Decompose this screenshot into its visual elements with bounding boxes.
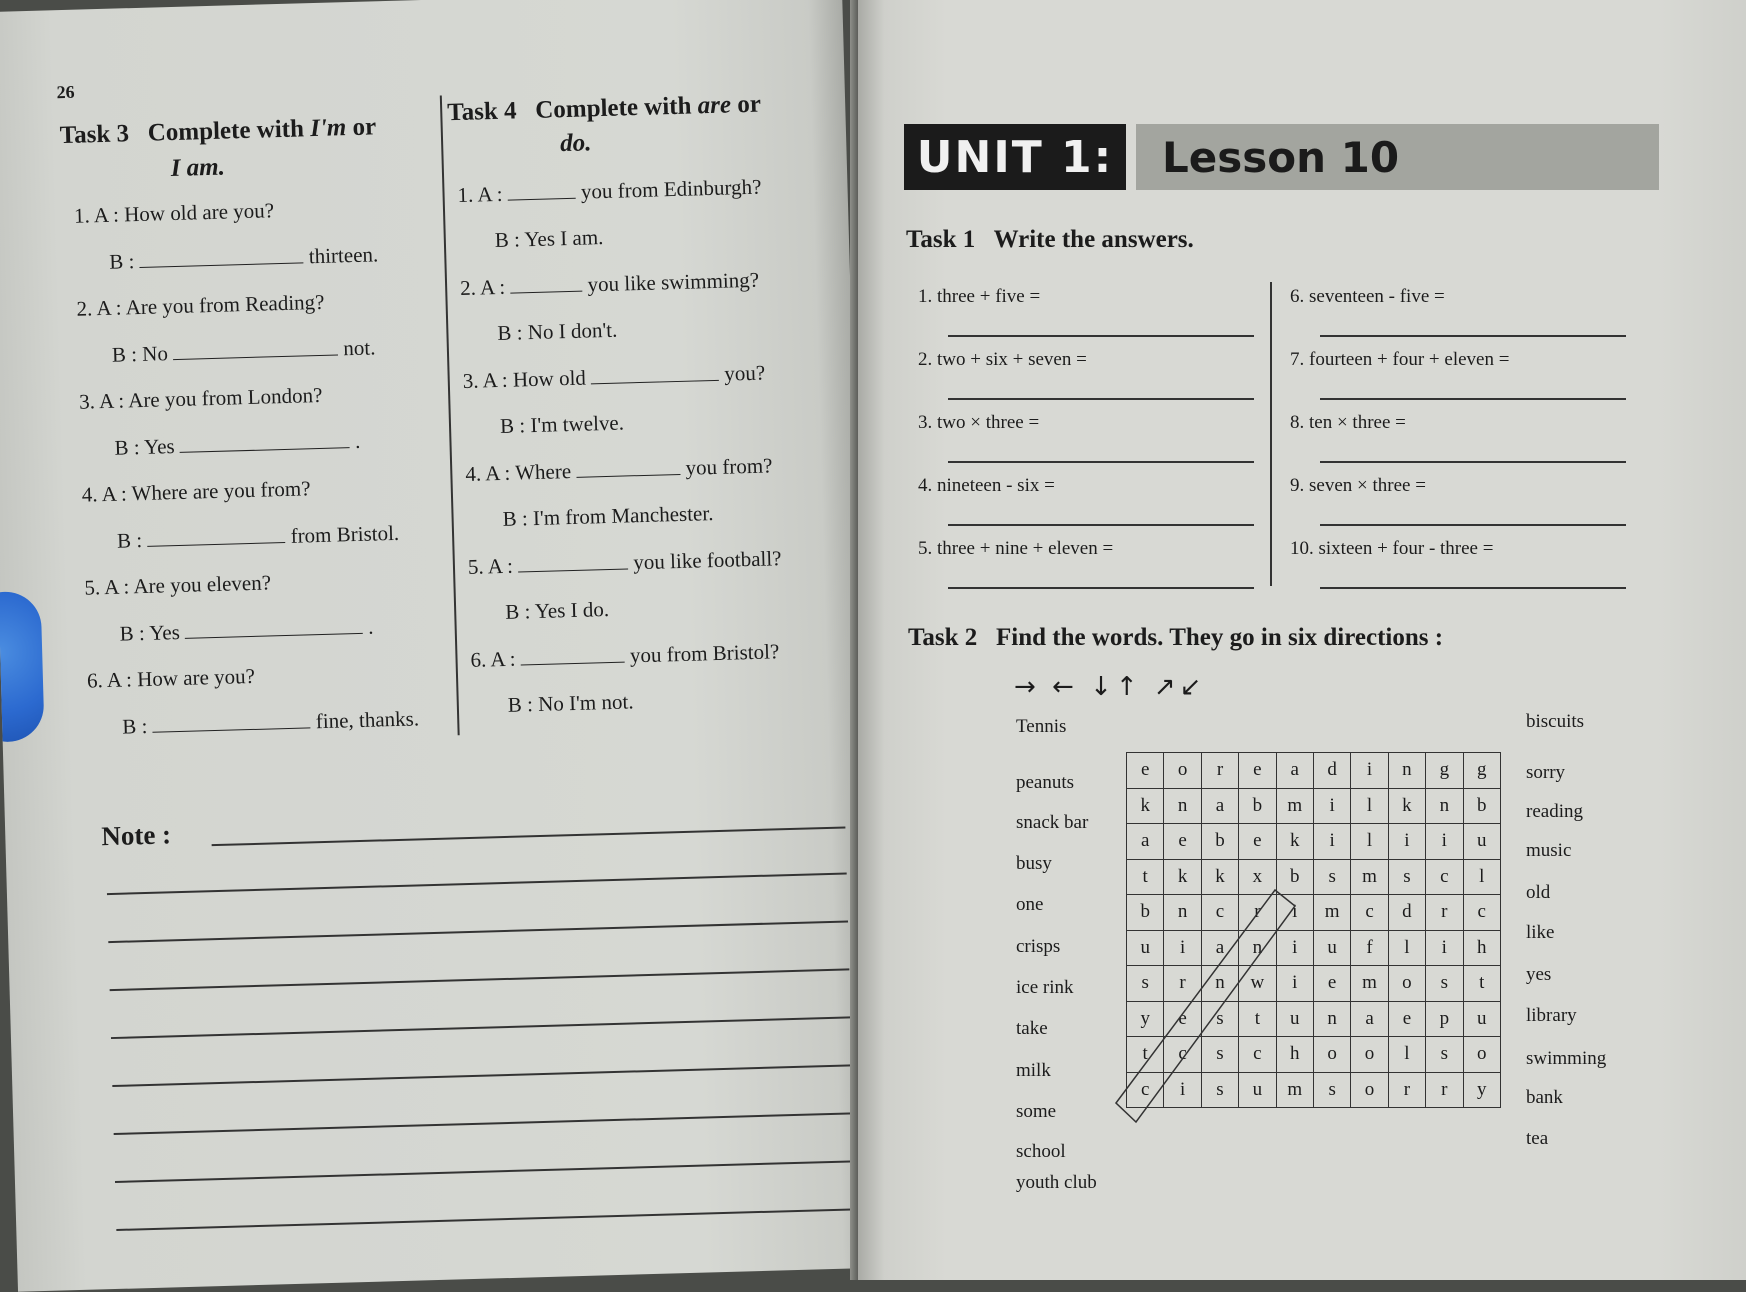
grid-cell[interactable]: r	[1239, 895, 1276, 931]
task4-answer: B : Yes I do.	[504, 596, 610, 624]
sum-question: 7. fourteen + four + eleven =	[1290, 349, 1510, 370]
sum-question: 4. nineteen - six =	[918, 475, 1055, 496]
answer-suffix: from Bristol.	[285, 520, 400, 548]
word-left: busy	[1016, 853, 1052, 874]
grid-cell[interactable]: e	[1127, 753, 1164, 789]
note-line[interactable]	[212, 826, 846, 845]
grid-cell[interactable]: g	[1426, 753, 1463, 789]
grid-cell[interactable]: y	[1127, 1001, 1164, 1037]
grid-cell[interactable]: o	[1351, 1072, 1388, 1108]
word-left: snack bar	[1016, 812, 1089, 833]
task1-title: Write the answers.	[993, 226, 1194, 253]
word-left: peanuts	[1016, 772, 1075, 793]
word-right: old	[1526, 882, 1551, 903]
grid-cell[interactable]: n	[1201, 966, 1238, 1002]
grid-cell[interactable]: e	[1313, 966, 1350, 1002]
note-label: Note :	[100, 819, 172, 852]
word-left: school	[1016, 1141, 1066, 1162]
grid-cell[interactable]: u	[1239, 1072, 1276, 1108]
task4-title-d: do.	[559, 129, 592, 158]
grid-cell[interactable]: a	[1201, 930, 1238, 966]
grid-cell[interactable]: k	[1388, 788, 1425, 824]
grid-cell[interactable]: l	[1351, 788, 1388, 824]
grid-cell[interactable]: b	[1239, 788, 1276, 824]
answer-prefix: B :	[116, 527, 148, 553]
word-left: one	[1016, 894, 1044, 915]
task3-question: 4. A : Where are you from?	[81, 476, 311, 507]
grid-cell[interactable]: i	[1351, 753, 1388, 789]
grid-cell[interactable]: t	[1127, 859, 1164, 895]
grid-cell[interactable]: m	[1276, 788, 1313, 824]
grid-cell[interactable]: s	[1201, 1072, 1238, 1108]
task3-label: Task 3	[59, 120, 130, 150]
question-suffix: you?	[718, 360, 766, 386]
task3-question: 1. A : How old are you?	[73, 198, 275, 228]
direction-arrows-icon: → ← ↓↑ ↗↙	[1014, 672, 1206, 702]
grid-cell[interactable]: a	[1276, 753, 1313, 789]
grid-cell[interactable]: s	[1426, 966, 1463, 1002]
grid-cell[interactable]: b	[1127, 895, 1164, 931]
grid-cell[interactable]: b	[1463, 788, 1500, 824]
grid-cell[interactable]: s	[1127, 966, 1164, 1002]
word-right: reading	[1526, 801, 1583, 822]
word-left: ice rink	[1016, 977, 1074, 998]
answer-blank[interactable]	[147, 524, 285, 547]
grid-cell[interactable]: g	[1463, 753, 1500, 789]
task4-answer: B : I'm twelve.	[499, 410, 625, 438]
grid-cell[interactable]: r	[1164, 966, 1201, 1002]
answer-blank[interactable]	[180, 429, 350, 453]
question-prefix: 6. A :	[470, 646, 522, 672]
note-line[interactable]	[112, 1064, 852, 1086]
grid-cell[interactable]: t	[1463, 966, 1500, 1002]
answer-suffix: .	[349, 428, 361, 454]
sum-question: 6. seventeen - five =	[1290, 286, 1445, 307]
task3-answer-row	[117, 521, 400, 554]
grid-cell[interactable]: t	[1239, 1001, 1276, 1037]
grid-cell[interactable]: u	[1463, 824, 1500, 860]
grid-cell[interactable]: i	[1276, 895, 1313, 931]
grid-cell[interactable]: s	[1201, 1001, 1238, 1037]
sum-question: 8. ten × three =	[1290, 412, 1406, 433]
task2-label: Task 2	[908, 624, 978, 651]
grid-cell[interactable]: y	[1463, 1072, 1500, 1108]
grid-cell[interactable]: e	[1164, 824, 1201, 860]
word-left: milk	[1016, 1060, 1051, 1081]
grid-cell[interactable]: l	[1388, 930, 1425, 966]
note-lines	[0, 0, 842, 12]
question-blank[interactable]	[507, 180, 576, 201]
grid-cell[interactable]: l	[1388, 1037, 1425, 1073]
question-suffix: you from?	[679, 453, 773, 480]
task4-answer: B : Yes I am.	[494, 225, 604, 253]
task3-title-c: or	[352, 113, 377, 141]
grid-cell[interactable]: m	[1313, 895, 1350, 931]
answer-prefix: B :	[108, 248, 140, 274]
question-suffix: you like swimming?	[581, 267, 760, 297]
word-left: take	[1016, 1018, 1048, 1039]
grid-cell[interactable]: a	[1201, 788, 1238, 824]
grid-cell[interactable]: b	[1276, 859, 1313, 895]
grid-cell[interactable]: r	[1426, 895, 1463, 931]
answer-prefix: B : Yes	[114, 433, 181, 460]
grid-cell[interactable]: m	[1351, 859, 1388, 895]
task4-question-row	[465, 453, 773, 487]
word-right: biscuits	[1526, 711, 1585, 732]
task3-title-a: Complete with	[147, 115, 305, 147]
sum-question: 2. two + six + seven =	[918, 349, 1087, 370]
grid-cell[interactable]: s	[1388, 859, 1425, 895]
grid-cell[interactable]: s	[1313, 859, 1350, 895]
grid-cell[interactable]: s	[1313, 1072, 1350, 1108]
grid-cell[interactable]: s	[1201, 1037, 1238, 1073]
sum-question: 10. sixteen + four - three =	[1290, 538, 1494, 559]
grid-cell[interactable]: f	[1351, 930, 1388, 966]
grid-cell[interactable]: h	[1276, 1037, 1313, 1073]
word-right: swimming	[1526, 1048, 1607, 1069]
grid-cell[interactable]: t	[1127, 1037, 1164, 1073]
task4-question-row	[457, 175, 761, 208]
task2-title: Find the words. They go in six directions :	[996, 624, 1444, 651]
answer-prefix: B : No	[111, 341, 174, 367]
question-suffix: you from Bristol?	[624, 639, 780, 668]
grid-cell[interactable]: i	[1164, 1072, 1201, 1108]
sum-question: 3. two × three =	[918, 412, 1040, 433]
answer-prefix: B :	[121, 713, 153, 739]
word-left: some	[1016, 1101, 1057, 1122]
note-line[interactable]	[114, 1112, 854, 1134]
task3-answer-row	[122, 706, 419, 739]
grid-cell[interactable]: m	[1276, 1072, 1313, 1108]
grid-cell[interactable]: n	[1313, 1001, 1350, 1037]
grid-cell[interactable]: e	[1164, 1001, 1201, 1037]
grid-cell[interactable]: o	[1164, 753, 1201, 789]
word-right: tea	[1526, 1128, 1549, 1149]
answer-blank[interactable]	[152, 709, 310, 732]
found-word-highlight	[858, 0, 1746, 1280]
word-left: Tennis	[1016, 716, 1067, 737]
task4-answer: B : No I don't.	[497, 317, 618, 345]
right-page	[858, 0, 1746, 1280]
blue-object	[0, 591, 45, 743]
grid-cell[interactable]: c	[1351, 895, 1388, 931]
task3-answer-row	[112, 335, 376, 367]
task4-question-row	[468, 546, 782, 580]
answer-suffix: fine, thanks.	[310, 706, 420, 734]
task1-label: Task 1	[906, 226, 976, 253]
grid-cell[interactable]: x	[1239, 859, 1276, 895]
grid-cell[interactable]: c	[1201, 895, 1238, 931]
task4-title-c: or	[736, 90, 762, 119]
sum-question: 9. seven × three =	[1290, 475, 1426, 496]
task3-answer-row	[119, 615, 373, 647]
task4-heading	[447, 91, 761, 128]
task3-question: 2. A : Are you from Reading?	[76, 289, 325, 321]
word-right: sorry	[1526, 762, 1566, 783]
grid-cell[interactable]: u	[1313, 930, 1350, 966]
grid-cell[interactable]: k	[1201, 859, 1238, 895]
word-right: like	[1526, 922, 1555, 943]
task4-answer: B : I'm from Manchester.	[502, 501, 714, 531]
grid-cell[interactable]: r	[1201, 753, 1238, 789]
task3-answer-row	[114, 429, 360, 461]
sum-question: 5. three + nine + eleven =	[918, 538, 1114, 559]
grid-cell[interactable]: h	[1463, 930, 1500, 966]
grid-cell[interactable]: u	[1276, 1001, 1313, 1037]
grid-cell[interactable]: a	[1127, 824, 1164, 860]
task4-answer: B : No I'm not.	[507, 689, 634, 717]
question-prefix: 5. A :	[467, 553, 519, 579]
word-right: library	[1526, 1005, 1577, 1026]
grid-cell[interactable]: i	[1426, 824, 1463, 860]
grid-cell[interactable]: i	[1276, 930, 1313, 966]
note-line[interactable]	[107, 872, 847, 894]
grid-cell[interactable]: i	[1276, 966, 1313, 1002]
task3-answer-row	[109, 242, 379, 275]
task4-title-a: Complete with	[534, 92, 692, 124]
grid-cell[interactable]: o	[1388, 966, 1425, 1002]
grid-cell[interactable]: e	[1239, 753, 1276, 789]
grid-cell[interactable]: n	[1426, 788, 1463, 824]
grid-cell[interactable]: n	[1239, 930, 1276, 966]
note-line[interactable]	[110, 968, 850, 990]
grid-cell[interactable]: k	[1127, 788, 1164, 824]
task4-question-row	[470, 639, 779, 673]
question-prefix: 4. A : Where	[465, 458, 577, 486]
task3-heading	[59, 113, 376, 150]
grid-cell[interactable]: e	[1388, 1001, 1425, 1037]
task3-question: 3. A : Are you from London?	[78, 382, 323, 414]
answer-suffix: not.	[337, 335, 376, 361]
grid-cell[interactable]: k	[1164, 859, 1201, 895]
grid-cell[interactable]: n	[1164, 788, 1201, 824]
grid-cell[interactable]: s	[1426, 1037, 1463, 1073]
grid-cell[interactable]: m	[1351, 966, 1388, 1002]
grid-cell[interactable]: i	[1426, 930, 1463, 966]
answer-blank[interactable]	[185, 615, 363, 639]
note-line[interactable]	[115, 1160, 855, 1182]
grid-cell[interactable]: w	[1239, 966, 1276, 1002]
word-right: bank	[1526, 1087, 1563, 1108]
grid-cell[interactable]: e	[1239, 824, 1276, 860]
answer-suffix: thirteen.	[303, 242, 379, 269]
grid-cell[interactable]: u	[1127, 930, 1164, 966]
grid-cell[interactable]: i	[1164, 930, 1201, 966]
grid-cell[interactable]: c	[1426, 859, 1463, 895]
word-right: yes	[1526, 964, 1552, 985]
task3-question: 5. A : Are you eleven?	[84, 570, 272, 600]
task4-title-b: are	[697, 91, 732, 120]
grid-cell[interactable]: n	[1388, 753, 1425, 789]
answer-prefix: B : Yes	[119, 619, 186, 646]
grid-cell[interactable]: b	[1201, 824, 1238, 860]
task3-title-b: I'm	[309, 114, 347, 143]
task4-title-line2	[560, 129, 592, 158]
grid-cell[interactable]: c	[1164, 1037, 1201, 1073]
word-left: youth club	[1016, 1172, 1097, 1193]
question-blank[interactable]	[576, 456, 680, 478]
answer-blank[interactable]	[173, 336, 338, 360]
task3-title-line2	[170, 154, 225, 184]
grid-cell[interactable]: p	[1426, 1001, 1463, 1037]
question-blank[interactable]	[510, 273, 583, 294]
page-number: 26	[56, 81, 75, 103]
grid-cell[interactable]: u	[1463, 1001, 1500, 1037]
grid-cell[interactable]: i	[1313, 788, 1350, 824]
diagonal-highlight-box	[1116, 890, 1295, 1122]
grid-cell[interactable]: c	[1239, 1037, 1276, 1073]
grid-cell[interactable]: o	[1463, 1037, 1500, 1073]
question-prefix: 3. A : How old	[462, 365, 592, 393]
note-line[interactable]	[108, 920, 848, 942]
grid-cell[interactable]: r	[1426, 1072, 1463, 1108]
note-line[interactable]	[116, 1208, 856, 1230]
grid-cell[interactable]: d	[1313, 753, 1350, 789]
word-right: music	[1526, 840, 1572, 861]
grid-cell[interactable]: i	[1313, 824, 1350, 860]
question-suffix: you from Edinburgh?	[575, 174, 762, 204]
grid-cell[interactable]: k	[1276, 824, 1313, 860]
grid-cell[interactable]: d	[1388, 895, 1425, 931]
question-suffix: you like football?	[627, 546, 782, 575]
lesson-banner: Lesson 10	[1136, 124, 1659, 190]
question-prefix: 2. A :	[459, 274, 511, 301]
sum-question: 1. three + five =	[918, 286, 1041, 307]
answer-suffix: .	[362, 614, 374, 639]
word-left: crisps	[1016, 936, 1061, 957]
grid-cell[interactable]: o	[1351, 1037, 1388, 1073]
grid-cell[interactable]: a	[1351, 1001, 1388, 1037]
column-divider	[440, 95, 459, 735]
unit-banner: UNIT 1:	[904, 124, 1126, 190]
note-line[interactable]	[111, 1016, 851, 1038]
grid-cell[interactable]: l	[1351, 824, 1388, 860]
grid-cell[interactable]: r	[1388, 1072, 1425, 1108]
task4-question-row	[460, 268, 760, 301]
grid-cell[interactable]: o	[1313, 1037, 1350, 1073]
question-blank[interactable]	[520, 644, 624, 666]
grid-cell[interactable]: c	[1463, 895, 1500, 931]
grid-cell[interactable]: i	[1388, 824, 1425, 860]
question-blank[interactable]	[591, 362, 719, 385]
grid-cell[interactable]: c	[1127, 1072, 1164, 1108]
question-blank[interactable]	[518, 550, 628, 572]
grid-cell[interactable]: l	[1463, 859, 1500, 895]
task4-label: Task 4	[446, 97, 517, 127]
grid-cell[interactable]: n	[1164, 895, 1201, 931]
task4-question-row	[462, 361, 765, 394]
task3-question: 6. A : How are you?	[86, 663, 256, 693]
task3-title-d: I am.	[170, 153, 226, 183]
answer-blank[interactable]	[139, 244, 303, 268]
question-prefix: 1. A :	[457, 181, 509, 208]
